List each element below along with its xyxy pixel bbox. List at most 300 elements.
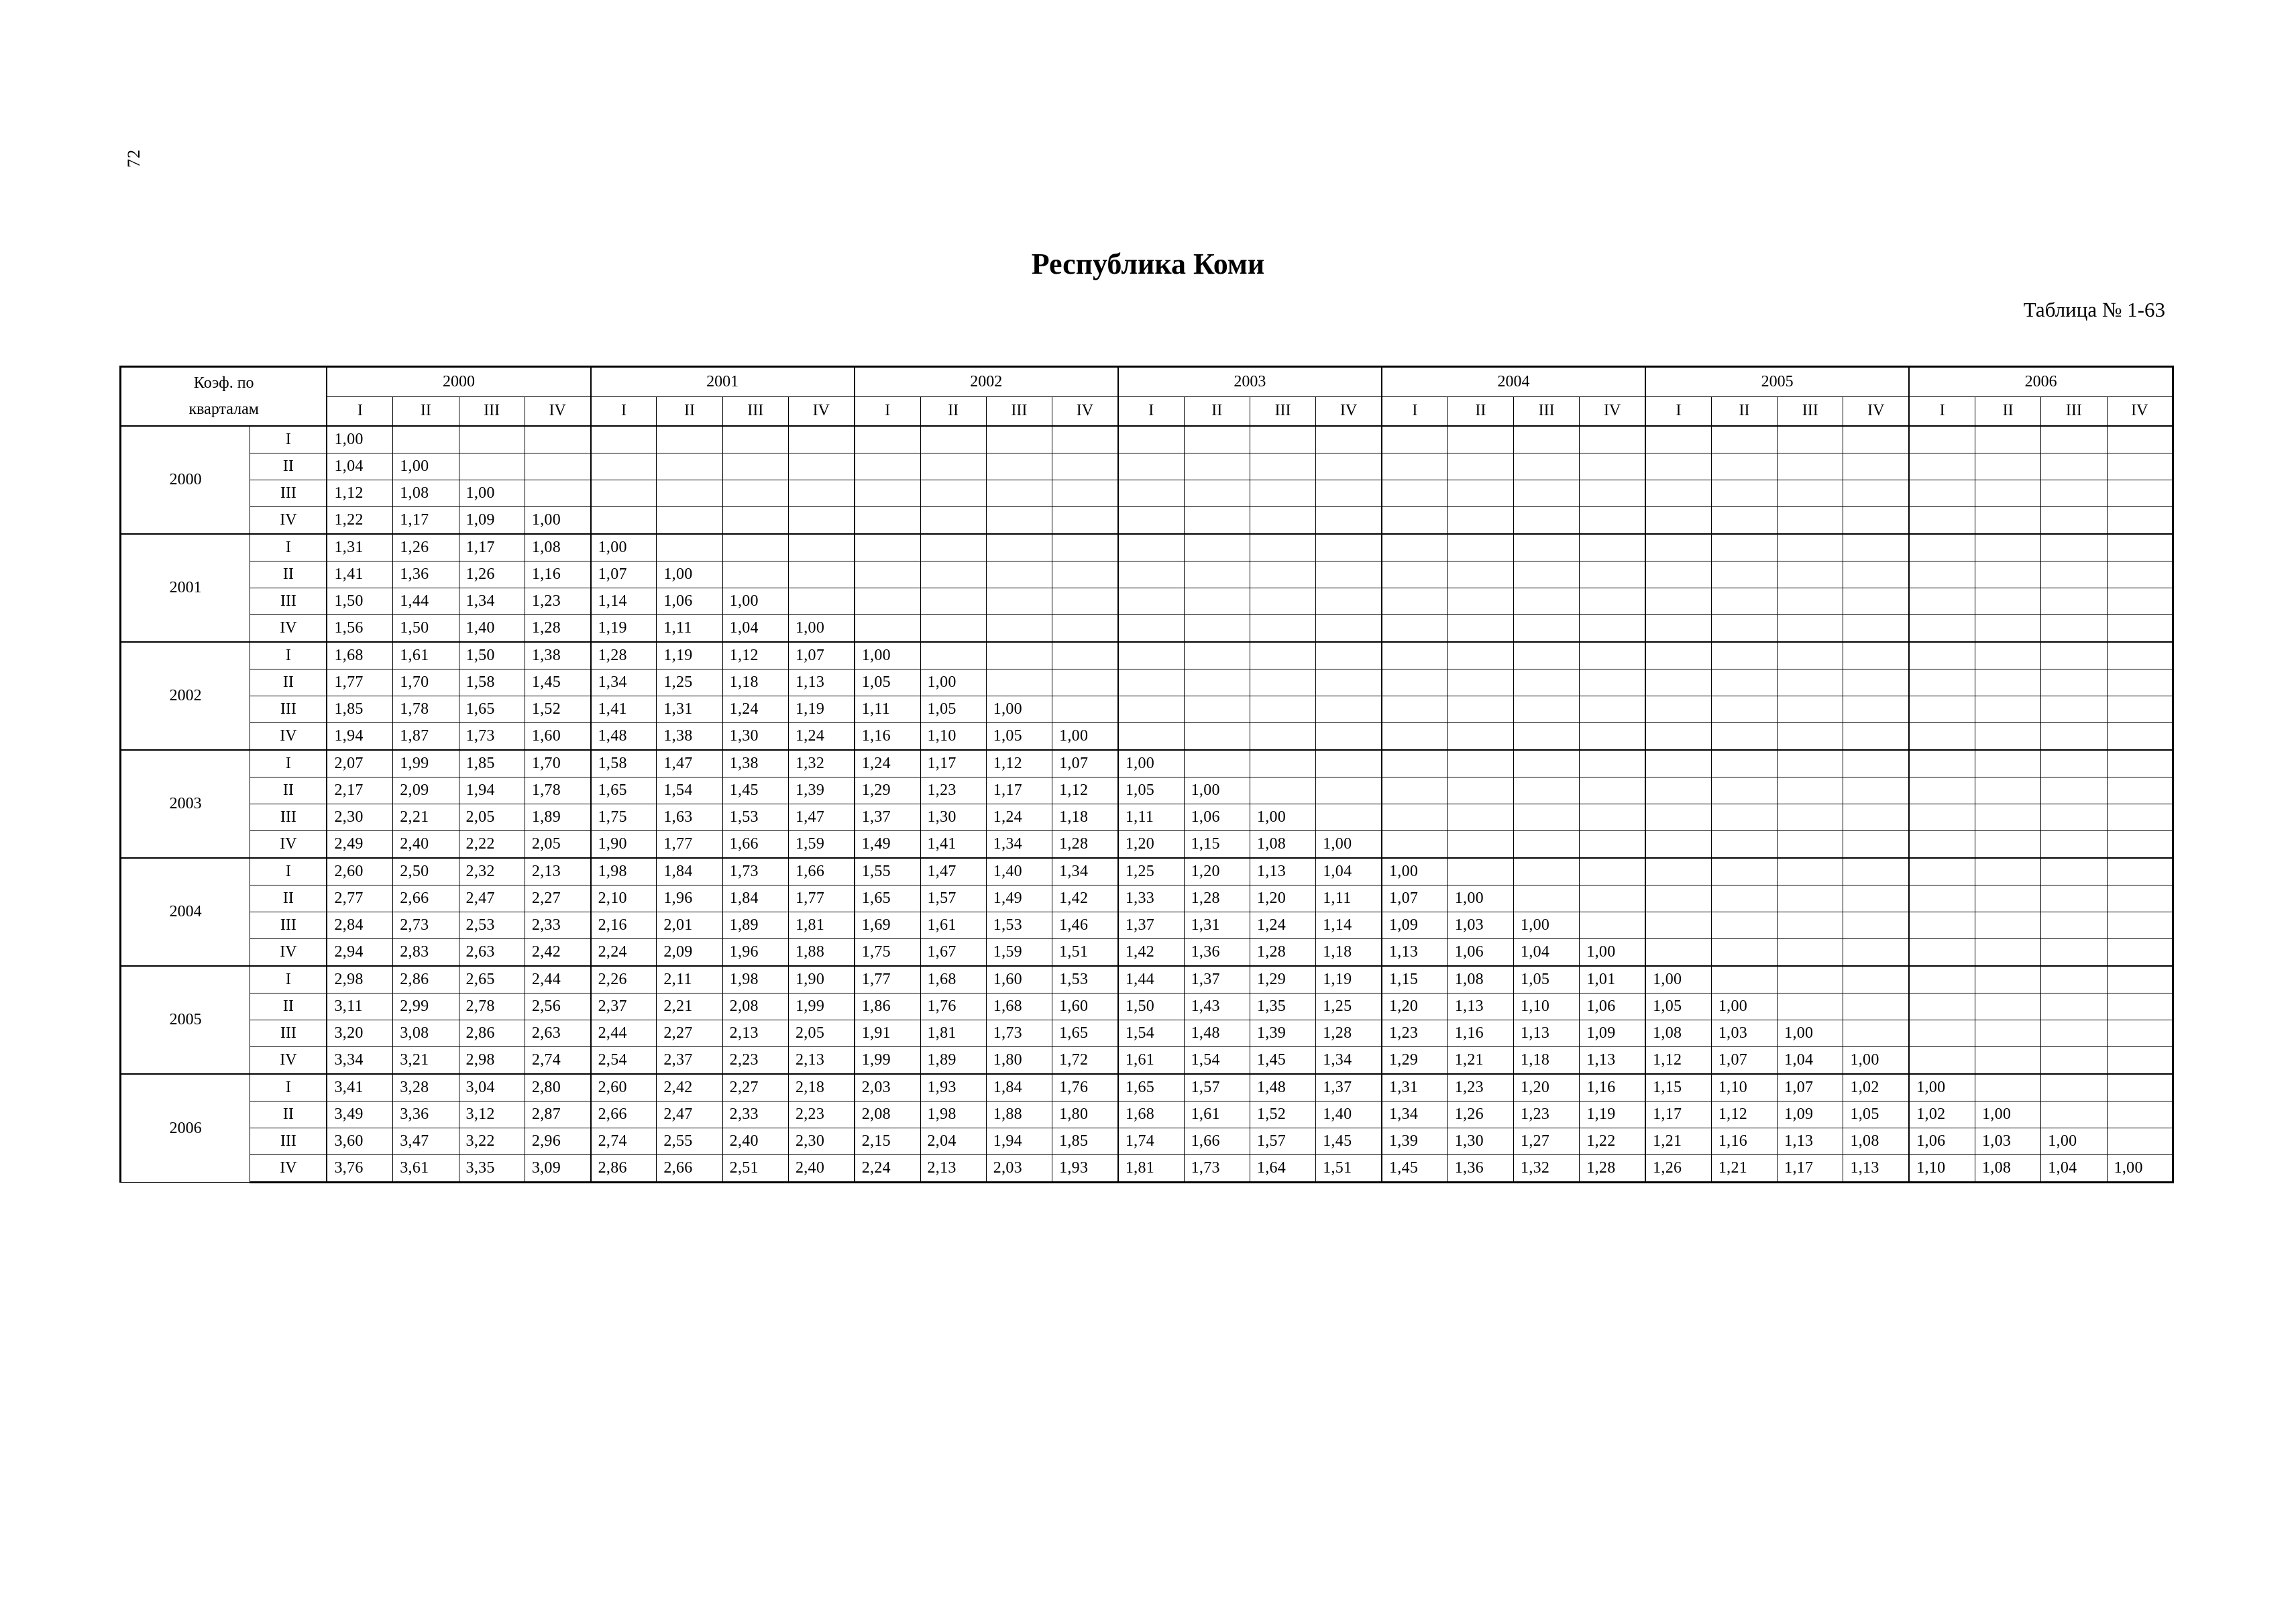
- cell-2005IV-2003I: 1,61: [1118, 1047, 1184, 1075]
- cell-2005II-2002II: 1,76: [920, 993, 986, 1020]
- cell-2000I-2005III: [1778, 426, 1843, 453]
- cell-2000II-2000III: [459, 453, 525, 480]
- cell-2002II-2000II: 1,70: [393, 669, 459, 696]
- cell-2005IV-2001I: 2,54: [591, 1047, 657, 1075]
- table-row: [121, 534, 2173, 561]
- cell-2001II-2002II: [920, 561, 986, 588]
- cell-2000I-2001IV: [788, 426, 854, 453]
- cell-2003I-2000II: 1,99: [393, 750, 459, 777]
- cell-2001II-2005IV: [1843, 561, 1909, 588]
- cell-2000I-2005II: [1711, 426, 1777, 453]
- cell-2000I-2003III: [1250, 426, 1315, 453]
- cell-2003II-2005IV: [1843, 777, 1909, 804]
- cell-2006IV-2001I: 2,86: [591, 1155, 657, 1183]
- cell-2001IV-2003II: [1184, 615, 1250, 643]
- cell-2000II-2001IV: [788, 453, 854, 480]
- cell-2005IV-2001III: 2,23: [722, 1047, 788, 1075]
- cell-2006II-2005II: 1,12: [1711, 1101, 1777, 1128]
- cell-2004II-2003IV: 1,11: [1316, 885, 1382, 912]
- cell-2001II-2004II: [1447, 561, 1513, 588]
- cell-2006II-2004III: 1,23: [1514, 1101, 1580, 1128]
- cell-2000II-2005III: [1778, 453, 1843, 480]
- cell-2003III-2002IV: 1,18: [1052, 804, 1118, 831]
- cell-2005IV-2002III: 1,80: [986, 1047, 1052, 1075]
- cell-2004II-2002I: 1,65: [855, 885, 920, 912]
- cell-2001II-2003III: [1250, 561, 1315, 588]
- cell-2001III-2005I: [1645, 588, 1711, 615]
- cell-2004III-2006II: [1975, 912, 2041, 939]
- cell-2004I-2000III: 2,32: [459, 858, 525, 885]
- cell-2002II-2002III: [986, 669, 1052, 696]
- cell-2004II-2000IV: 2,27: [525, 885, 590, 912]
- cell-2003III-2003II: 1,06: [1184, 804, 1250, 831]
- cell-2004III-2000I: 2,84: [327, 912, 392, 939]
- cell-2006I-2005II: 1,10: [1711, 1074, 1777, 1101]
- cell-2005IV-2000II: 3,21: [393, 1047, 459, 1075]
- cell-2001I-2000I: 1,31: [327, 534, 392, 561]
- cell-2004III-2001IV: 1,81: [788, 912, 854, 939]
- cell-2006IV-2001IV: 2,40: [788, 1155, 854, 1183]
- cell-2005III-2003IV: 1,28: [1316, 1020, 1382, 1047]
- cell-2006IV-2006II: 1,08: [1975, 1155, 2041, 1183]
- cell-2001I-2006IV: [2107, 534, 2173, 561]
- cell-2006I-2003II: 1,57: [1184, 1074, 1250, 1101]
- cell-2000II-2002IV: [1052, 453, 1118, 480]
- cell-2006II-2004I: 1,34: [1382, 1101, 1447, 1128]
- cell-2000I-2002IV: [1052, 426, 1118, 453]
- table-row: [121, 777, 2173, 804]
- table-row: [121, 966, 2173, 993]
- cell-2000III-2001II: [657, 480, 722, 507]
- column-header-2002-IV: IV: [1052, 396, 1118, 426]
- cell-2001IV-2003III: [1250, 615, 1315, 643]
- cell-2001I-2004IV: [1580, 534, 1645, 561]
- cell-2000I-2003II: [1184, 426, 1250, 453]
- cell-2002III-2004IV: [1580, 696, 1645, 723]
- cell-2001III-2002II: [920, 588, 986, 615]
- cell-2001II-2003I: [1118, 561, 1184, 588]
- cell-2005III-2005IV: [1843, 1020, 1909, 1047]
- cell-2005III-2000II: 3,08: [393, 1020, 459, 1047]
- cell-2006IV-2002I: 2,24: [855, 1155, 920, 1183]
- cell-2002IV-2003IV: [1316, 723, 1382, 751]
- cell-2003I-2003III: [1250, 750, 1315, 777]
- cell-2003I-2005III: [1778, 750, 1843, 777]
- cell-2002I-2005II: [1711, 642, 1777, 669]
- cell-2001III-2004III: [1514, 588, 1580, 615]
- cell-2002I-2005IV: [1843, 642, 1909, 669]
- row-label-2003-IV: IV: [250, 831, 327, 859]
- cell-2003III-2005II: [1711, 804, 1777, 831]
- cell-2003IV-2004IV: [1580, 831, 1645, 859]
- cell-2002I-2005I: [1645, 642, 1711, 669]
- cell-2002III-2003III: [1250, 696, 1315, 723]
- cell-2004III-2005I: [1645, 912, 1711, 939]
- cell-2005IV-2006III: [2041, 1047, 2107, 1075]
- cell-2005II-2001IV: 1,99: [788, 993, 854, 1020]
- cell-2006IV-2004I: 1,45: [1382, 1155, 1447, 1183]
- cell-2006IV-2000I: 3,76: [327, 1155, 392, 1183]
- cell-2000IV-2002I: [855, 507, 920, 535]
- cell-2002IV-2003III: [1250, 723, 1315, 751]
- cell-2006I-2001II: 2,42: [657, 1074, 722, 1101]
- cell-2006I-2006I: 1,00: [1909, 1074, 1975, 1101]
- cell-2005I-2004III: 1,05: [1514, 966, 1580, 993]
- cell-2003III-2006II: [1975, 804, 2041, 831]
- cell-2006I-2001III: 2,27: [722, 1074, 788, 1101]
- cell-2005IV-2002I: 1,99: [855, 1047, 920, 1075]
- cell-2001I-2000II: 1,26: [393, 534, 459, 561]
- cell-2000IV-2004III: [1514, 507, 1580, 535]
- cell-2004III-2003I: 1,37: [1118, 912, 1184, 939]
- cell-2005I-2001I: 2,26: [591, 966, 657, 993]
- column-header-2005-IV: IV: [1843, 396, 1909, 426]
- cell-2000II-2003I: [1118, 453, 1184, 480]
- cell-2003II-2005III: [1778, 777, 1843, 804]
- cell-2004I-2002I: 1,55: [855, 858, 920, 885]
- cell-2005II-2005II: 1,00: [1711, 993, 1777, 1020]
- row-label-2001-III: III: [250, 588, 327, 615]
- cell-2005II-2006IV: [2107, 993, 2173, 1020]
- cell-2004III-2005III: [1778, 912, 1843, 939]
- cell-2001IV-2004IV: [1580, 615, 1645, 643]
- cell-2001III-2000III: 1,34: [459, 588, 525, 615]
- cell-2005I-2004II: 1,08: [1447, 966, 1513, 993]
- cell-2001IV-2006I: [1909, 615, 1975, 643]
- cell-2003II-2003IV: [1316, 777, 1382, 804]
- cell-2005III-2005II: 1,03: [1711, 1020, 1777, 1047]
- cell-2000III-2005IV: [1843, 480, 1909, 507]
- cell-2001III-2001IV: [788, 588, 854, 615]
- cell-2000II-2005IV: [1843, 453, 1909, 480]
- cell-2002IV-2001IV: 1,24: [788, 723, 854, 751]
- cell-2001I-2001II: [657, 534, 722, 561]
- cell-2002II-2000III: 1,58: [459, 669, 525, 696]
- cell-2003II-2001IV: 1,39: [788, 777, 854, 804]
- cell-2001IV-2002IV: [1052, 615, 1118, 643]
- cell-2006I-2002III: 1,84: [986, 1074, 1052, 1101]
- cell-2000III-2001I: [591, 480, 657, 507]
- cell-2002IV-2001III: 1,30: [722, 723, 788, 751]
- column-header-2005-I: I: [1645, 396, 1711, 426]
- cell-2002IV-2004IV: [1580, 723, 1645, 751]
- cell-2000IV-2005III: [1778, 507, 1843, 535]
- cell-2006II-2003IV: 1,40: [1316, 1101, 1382, 1128]
- cell-2004I-2001II: 1,84: [657, 858, 722, 885]
- column-header-2006-IV: IV: [2107, 396, 2173, 426]
- cell-2003II-2004III: [1514, 777, 1580, 804]
- cell-2002IV-2000III: 1,73: [459, 723, 525, 751]
- column-header-2001-I: I: [591, 396, 657, 426]
- cell-2002II-2000IV: 1,45: [525, 669, 590, 696]
- cell-2001IV-2005III: [1778, 615, 1843, 643]
- cell-2001I-2001I: 1,00: [591, 534, 657, 561]
- cell-2002IV-2005III: [1778, 723, 1843, 751]
- cell-2000III-2006IV: [2107, 480, 2173, 507]
- cell-2005I-2003I: 1,44: [1118, 966, 1184, 993]
- cell-2005IV-2001II: 2,37: [657, 1047, 722, 1075]
- table-row: [121, 1074, 2173, 1101]
- cell-2000II-2003II: [1184, 453, 1250, 480]
- cell-2002III-2000IV: 1,52: [525, 696, 590, 723]
- table-row: [121, 453, 2173, 480]
- cell-2001II-2001III: [722, 561, 788, 588]
- cell-2002I-2002III: [986, 642, 1052, 669]
- cell-2001II-2002III: [986, 561, 1052, 588]
- cell-2002II-2002IV: [1052, 669, 1118, 696]
- cell-2002IV-2003I: [1118, 723, 1184, 751]
- cell-2000I-2002III: [986, 426, 1052, 453]
- cell-2005IV-2004IV: 1,13: [1580, 1047, 1645, 1075]
- cell-2002II-2004I: [1382, 669, 1447, 696]
- cell-2004IV-2006III: [2041, 939, 2107, 967]
- cell-2003III-2002III: 1,24: [986, 804, 1052, 831]
- cell-2004IV-2006IV: [2107, 939, 2173, 967]
- cell-2003I-2006II: [1975, 750, 2041, 777]
- cell-2004III-2004IV: [1580, 912, 1645, 939]
- cell-2006II-2001I: 2,66: [591, 1101, 657, 1128]
- cell-2006II-2004IV: 1,19: [1580, 1101, 1645, 1128]
- cell-2005I-2000IV: 2,44: [525, 966, 590, 993]
- cell-2006IV-2001II: 2,66: [657, 1155, 722, 1183]
- cell-2001II-2001I: 1,07: [591, 561, 657, 588]
- cell-2005II-2002IV: 1,60: [1052, 993, 1118, 1020]
- cell-2004II-2000III: 2,47: [459, 885, 525, 912]
- column-header-2006-II: II: [1975, 396, 2041, 426]
- cell-2004IV-2005I: [1645, 939, 1711, 967]
- cell-2003I-2000III: 1,85: [459, 750, 525, 777]
- cell-2006IV-2000IV: 3,09: [525, 1155, 590, 1183]
- cell-2000IV-2006IV: [2107, 507, 2173, 535]
- cell-2000IV-2000III: 1,09: [459, 507, 525, 535]
- cell-2006III-2006IV: [2107, 1128, 2173, 1155]
- cell-2005II-2000III: 2,78: [459, 993, 525, 1020]
- cell-2006II-2002III: 1,88: [986, 1101, 1052, 1128]
- cell-2004II-2004IV: [1580, 885, 1645, 912]
- cell-2002I-2000IV: 1,38: [525, 642, 590, 669]
- cell-2006I-2001IV: 2,18: [788, 1074, 854, 1101]
- cell-2003IV-2002II: 1,41: [920, 831, 986, 859]
- cell-2005IV-2000I: 3,34: [327, 1047, 392, 1075]
- cell-2006I-2000III: 3,04: [459, 1074, 525, 1101]
- column-header-2004-IV: IV: [1580, 396, 1645, 426]
- cell-2003II-2005I: [1645, 777, 1711, 804]
- cell-2000IV-2004I: [1382, 507, 1447, 535]
- row-label-2002-IV: IV: [250, 723, 327, 751]
- cell-2002III-2001II: 1,31: [657, 696, 722, 723]
- column-header-2006-III: III: [2041, 396, 2107, 426]
- cell-2002IV-2002IV: 1,00: [1052, 723, 1118, 751]
- cell-2001II-2003IV: [1316, 561, 1382, 588]
- cell-2003II-2004IV: [1580, 777, 1645, 804]
- row-group-label-2000: 2000: [121, 426, 250, 534]
- cell-2000III-2005II: [1711, 480, 1777, 507]
- column-group-header-2006: 2006: [1909, 367, 2173, 397]
- cell-2006III-2003IV: 1,45: [1316, 1128, 1382, 1155]
- cell-2004IV-2001III: 1,96: [722, 939, 788, 967]
- cell-2004III-2000II: 2,73: [393, 912, 459, 939]
- row-label-2006-IV: IV: [250, 1155, 327, 1183]
- cell-2002III-2002II: 1,05: [920, 696, 986, 723]
- cell-2000IV-2005IV: [1843, 507, 1909, 535]
- cell-2000II-2006II: [1975, 453, 2041, 480]
- cell-2003I-2001III: 1,38: [722, 750, 788, 777]
- cell-2002III-2005II: [1711, 696, 1777, 723]
- table-row: [121, 426, 2173, 453]
- cell-2006III-2000III: 3,22: [459, 1128, 525, 1155]
- cell-2002II-2000I: 1,77: [327, 669, 392, 696]
- cell-2006II-2005IV: 1,05: [1843, 1101, 1909, 1128]
- cell-2005I-2002II: 1,68: [920, 966, 986, 993]
- column-group-header-2003: 2003: [1118, 367, 1382, 397]
- cell-2005IV-2003III: 1,45: [1250, 1047, 1315, 1075]
- coefficient-table-container: [119, 366, 2174, 1183]
- table-row: [121, 939, 2173, 967]
- cell-2003II-2000I: 2,17: [327, 777, 392, 804]
- cell-2006I-2002IV: 1,76: [1052, 1074, 1118, 1101]
- cell-2003III-2006III: [2041, 804, 2107, 831]
- cell-2004IV-2001II: 2,09: [657, 939, 722, 967]
- cell-2004III-2002I: 1,69: [855, 912, 920, 939]
- table-row: [121, 831, 2173, 859]
- table-header: [121, 367, 2173, 427]
- cell-2002II-2001II: 1,25: [657, 669, 722, 696]
- cell-2001III-2004IV: [1580, 588, 1645, 615]
- cell-2006IV-2005III: 1,17: [1778, 1155, 1843, 1183]
- cell-2004II-2002III: 1,49: [986, 885, 1052, 912]
- cell-2002IV-2006I: [1909, 723, 1975, 751]
- cell-2001III-2006III: [2041, 588, 2107, 615]
- cell-2005I-2006I: [1909, 966, 1975, 993]
- cell-2002III-2002IV: [1052, 696, 1118, 723]
- cell-2003IV-2002III: 1,34: [986, 831, 1052, 859]
- cell-2006II-2002I: 2,08: [855, 1101, 920, 1128]
- cell-2004III-2001III: 1,89: [722, 912, 788, 939]
- row-label-2004-III: III: [250, 912, 327, 939]
- cell-2006III-2005III: 1,13: [1778, 1128, 1843, 1155]
- cell-2004IV-2004IV: 1,00: [1580, 939, 1645, 967]
- row-label-2002-II: II: [250, 669, 327, 696]
- cell-2000IV-2001IV: [788, 507, 854, 535]
- cell-2002II-2001III: 1,18: [722, 669, 788, 696]
- cell-2002IV-2002I: 1,16: [855, 723, 920, 751]
- row-label-2004-II: II: [250, 885, 327, 912]
- cell-2001I-2005I: [1645, 534, 1711, 561]
- cell-2005I-2001IV: 1,90: [788, 966, 854, 993]
- cell-2004IV-2004II: 1,06: [1447, 939, 1513, 967]
- cell-2002III-2005III: [1778, 696, 1843, 723]
- cell-2004IV-2005III: [1778, 939, 1843, 967]
- cell-2000III-2003II: [1184, 480, 1250, 507]
- cell-2001III-2003II: [1184, 588, 1250, 615]
- cell-2003II-2001III: 1,45: [722, 777, 788, 804]
- cell-2004II-2003I: 1,33: [1118, 885, 1184, 912]
- cell-2006II-2002IV: 1,80: [1052, 1101, 1118, 1128]
- cell-2000II-2005II: [1711, 453, 1777, 480]
- table-row: [121, 750, 2173, 777]
- cell-2003IV-2004III: [1514, 831, 1580, 859]
- row-label-2005-II: II: [250, 993, 327, 1020]
- cell-2006I-2002II: 1,93: [920, 1074, 986, 1101]
- cell-2003III-2002II: 1,30: [920, 804, 986, 831]
- cell-2001IV-2006II: [1975, 615, 2041, 643]
- cell-2002III-2003IV: [1316, 696, 1382, 723]
- cell-2002II-2003II: [1184, 669, 1250, 696]
- cell-2000II-2004IV: [1580, 453, 1645, 480]
- cell-2006IV-2005I: 1,26: [1645, 1155, 1711, 1183]
- cell-2004IV-2005II: [1711, 939, 1777, 967]
- cell-2003I-2005II: [1711, 750, 1777, 777]
- cell-2003IV-2001II: 1,77: [657, 831, 722, 859]
- cell-2001III-2002III: [986, 588, 1052, 615]
- cell-2006IV-2005II: 1,21: [1711, 1155, 1777, 1183]
- cell-2005II-2004IV: 1,06: [1580, 993, 1645, 1020]
- cell-2005III-2006IV: [2107, 1020, 2173, 1047]
- row-label-2005-III: III: [250, 1020, 327, 1047]
- cell-2000IV-2000IV: 1,00: [525, 507, 590, 535]
- cell-2001III-2006II: [1975, 588, 2041, 615]
- cell-2006I-2004I: 1,31: [1382, 1074, 1447, 1101]
- cell-2004I-2003I: 1,25: [1118, 858, 1184, 885]
- cell-2006III-2003I: 1,74: [1118, 1128, 1184, 1155]
- cell-2005III-2006III: [2041, 1020, 2107, 1047]
- row-label-2001-IV: IV: [250, 615, 327, 643]
- cell-2002IV-2003II: [1184, 723, 1250, 751]
- cell-2003I-2004IV: [1580, 750, 1645, 777]
- cell-2006III-2003III: 1,57: [1250, 1128, 1315, 1155]
- cell-2000III-2000I: 1,12: [327, 480, 392, 507]
- cell-2004IV-2003I: 1,42: [1118, 939, 1184, 967]
- cell-2006IV-2004IV: 1,28: [1580, 1155, 1645, 1183]
- cell-2005I-2006II: [1975, 966, 2041, 993]
- cell-2000I-2004IV: [1580, 426, 1645, 453]
- cell-2000II-2000IV: [525, 453, 590, 480]
- cell-2003IV-2005II: [1711, 831, 1777, 859]
- cell-2006II-2006I: 1,02: [1909, 1101, 1975, 1128]
- cell-2001III-2005II: [1711, 588, 1777, 615]
- cell-2004III-2001I: 2,16: [591, 912, 657, 939]
- table-row: [121, 1020, 2173, 1047]
- cell-2003I-2003IV: [1316, 750, 1382, 777]
- column-header-2003-II: II: [1184, 396, 1250, 426]
- cell-2003III-2001III: 1,53: [722, 804, 788, 831]
- table-row: [121, 912, 2173, 939]
- cell-2000I-2006I: [1909, 426, 1975, 453]
- cell-2002II-2003I: [1118, 669, 1184, 696]
- cell-2002III-2005I: [1645, 696, 1711, 723]
- cell-2001II-2004I: [1382, 561, 1447, 588]
- cell-2000I-2003IV: [1316, 426, 1382, 453]
- cell-2000IV-2003IV: [1316, 507, 1382, 535]
- cell-2000II-2004II: [1447, 453, 1513, 480]
- cell-2006II-2002II: 1,98: [920, 1101, 986, 1128]
- cell-2002II-2001I: 1,34: [591, 669, 657, 696]
- cell-2005II-2001III: 2,08: [722, 993, 788, 1020]
- cell-2003IV-2006IV: [2107, 831, 2173, 859]
- cell-2006II-2000III: 3,12: [459, 1101, 525, 1128]
- row-label-2000-II: II: [250, 453, 327, 480]
- column-header-2006-I: I: [1909, 396, 1975, 426]
- column-group-header-2000: 2000: [327, 367, 590, 397]
- row-label-2001-I: I: [250, 534, 327, 561]
- cell-2004III-2002III: 1,53: [986, 912, 1052, 939]
- cell-2006IV-2003II: 1,73: [1184, 1155, 1250, 1183]
- cell-2000II-2004I: [1382, 453, 1447, 480]
- cell-2000III-2000II: 1,08: [393, 480, 459, 507]
- cell-2001III-2006IV: [2107, 588, 2173, 615]
- cell-2001II-2006II: [1975, 561, 2041, 588]
- cell-2001IV-2000IV: 1,28: [525, 615, 590, 643]
